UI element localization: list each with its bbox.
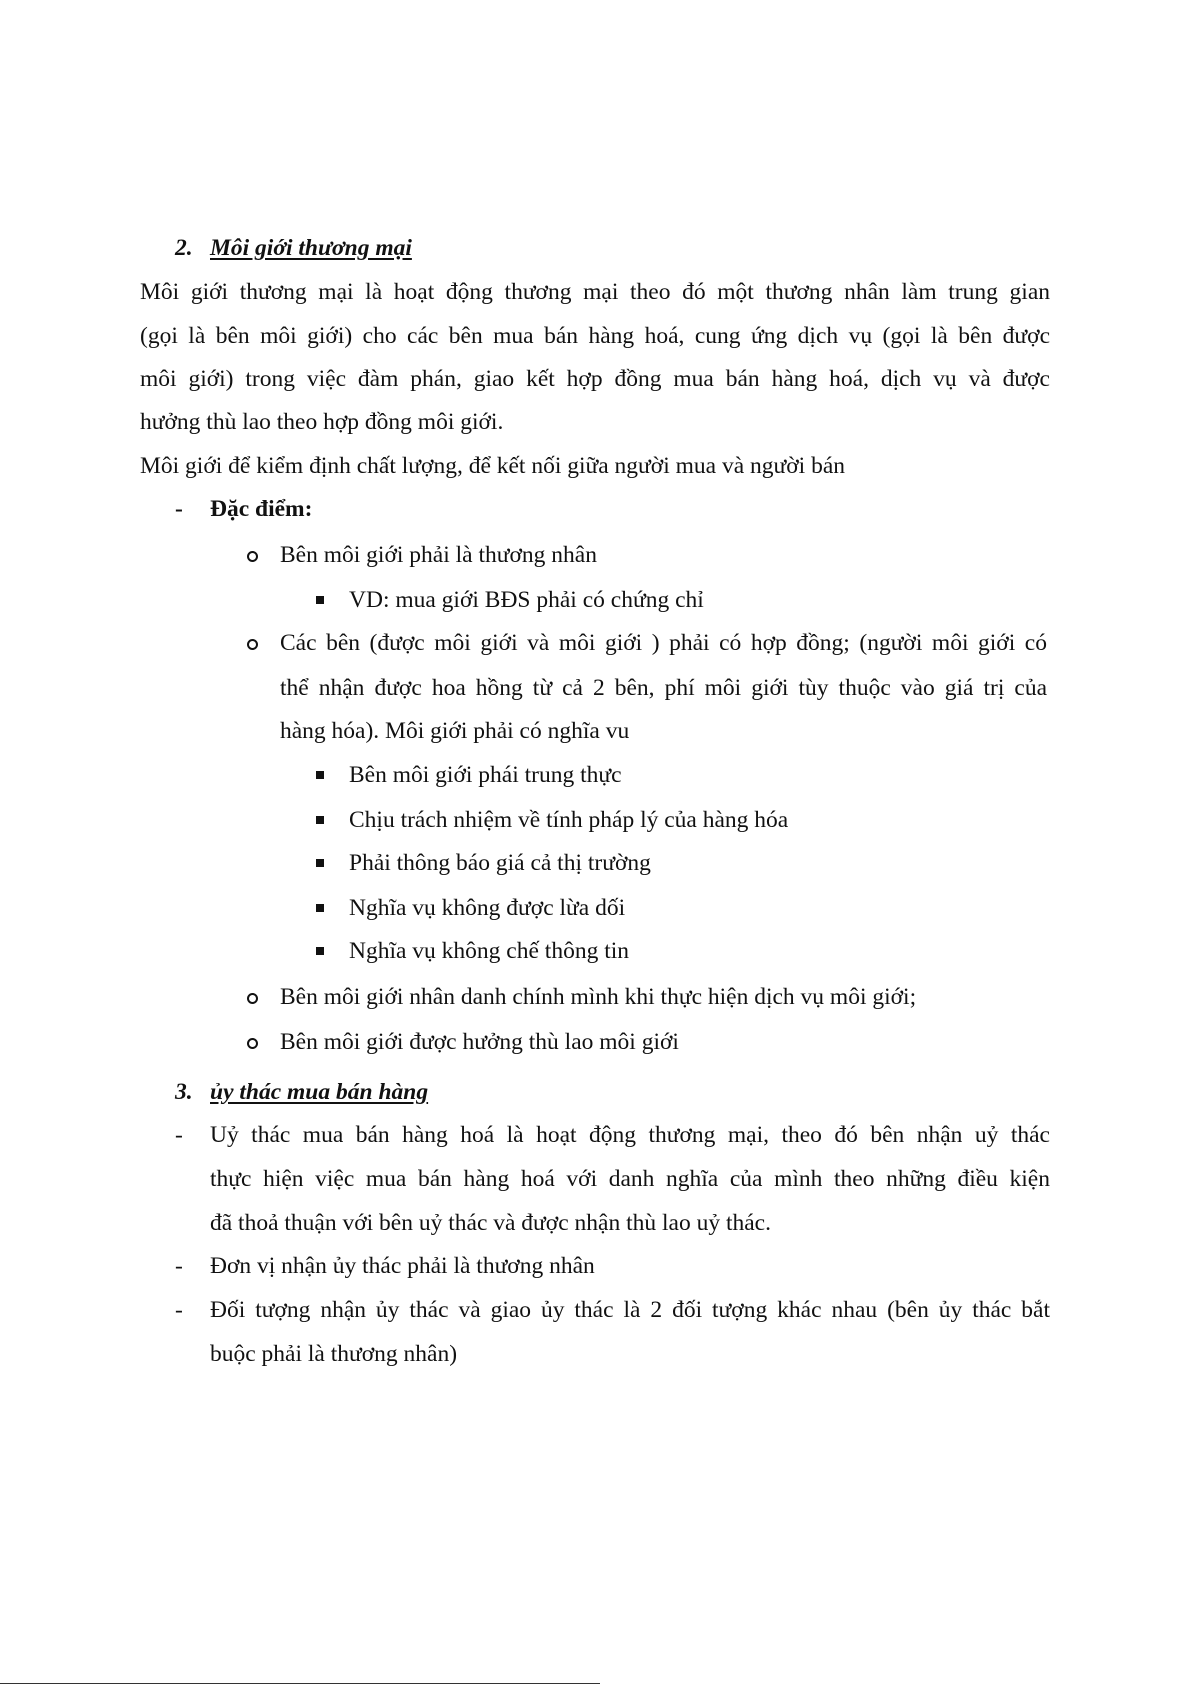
feature-2-line-3: hàng hóa). Môi giới phải có nghĩa vu	[280, 718, 630, 744]
section-3-item	[175, 1251, 1050, 1281]
features-label: Đặc điểm:	[210, 496, 313, 522]
feature-item	[247, 540, 1047, 570]
definition-line-3: môi giới) trong việc đàm phán, giao kết hợp đồng mua bán hàng hoá, dịch vụ và được	[140, 366, 1050, 392]
definition-line-4: hưởng thù lao theo hợp đồng môi giới.	[140, 409, 504, 435]
circle-bullet-icon	[247, 551, 258, 562]
section-2-number: 2.	[175, 235, 193, 261]
section-3-number: 3.	[175, 1079, 193, 1105]
dash-marker: -	[175, 1122, 183, 1148]
square-bullet-icon	[316, 859, 324, 867]
section-3-item	[175, 1295, 1050, 1325]
section-3-item-3-line-2: buộc phải là thương nhân)	[210, 1341, 458, 1367]
feature-3-text: Bên môi giới nhân danh chính mình khi thực hiện dịch vụ môi giới;	[280, 984, 917, 1010]
section-3-title: ủy thác mua bán hàng	[210, 1079, 429, 1105]
circle-bullet-icon	[247, 993, 258, 1004]
feature-item	[247, 1027, 1047, 1057]
obligation-item	[316, 893, 1016, 923]
feature-1-text: Bên môi giới phải là thương nhân	[280, 542, 597, 568]
square-bullet-icon	[316, 596, 324, 604]
feature-4-text: Bên môi giới được hưởng thù lao môi giới	[280, 1029, 679, 1055]
square-bullet-icon	[316, 771, 324, 779]
obligation-item	[316, 936, 1016, 966]
purpose-line: Môi giới để kiểm định chất lượng, để kết nối giữa người mua và người bán	[140, 453, 846, 479]
section-3-item	[175, 1120, 1050, 1150]
obligation-item	[316, 805, 1016, 835]
obligation-item	[316, 760, 1016, 790]
section-3-item-1-line-2: thực hiện việc mua bán hàng hoá với danh nghĩa của mình theo những điều kiện	[210, 1166, 1050, 1192]
square-bullet-icon	[316, 816, 324, 824]
section-3-item-2-text: Đơn vị nhận ủy thác phải là thương nhân	[210, 1253, 595, 1279]
section-2-heading	[175, 233, 775, 263]
obligation-text: Nghĩa vụ không được lừa dối	[349, 895, 626, 921]
features-heading	[175, 494, 313, 524]
obligation-text: Nghĩa vụ không chế thông tin	[349, 938, 630, 964]
feature-2-line-1: Các bên (được môi giới và môi giới ) phải có hợp đồng; (người môi giới có	[280, 630, 1047, 656]
square-bullet-icon	[316, 904, 324, 912]
dash-marker: -	[175, 496, 183, 522]
circle-bullet-icon	[247, 639, 258, 650]
page-bottom-rule	[0, 1683, 600, 1684]
section-2-title: Môi giới thương mại	[210, 235, 412, 261]
dash-marker: -	[175, 1253, 183, 1279]
obligation-text: Bên môi giới phái trung thực	[349, 762, 622, 788]
feature-item	[247, 982, 1047, 1012]
dash-marker: -	[175, 1297, 183, 1323]
square-bullet-icon	[316, 947, 324, 955]
section-3-item-1-line-1: Uỷ thác mua bán hàng hoá là hoạt động thương mại, theo đó bên nhận uỷ thác	[210, 1122, 1050, 1148]
feature-item	[247, 628, 1047, 658]
section-3-heading	[175, 1077, 775, 1107]
obligation-item	[316, 848, 1016, 878]
definition-line-2: (gọi là bên môi giới) cho các bên mua bán hàng hoá, cung ứng dịch vụ (gọi là bên được	[140, 323, 1050, 349]
obligation-text: Chịu trách nhiệm về tính pháp lý của hàng hóa	[349, 807, 789, 833]
feature-2-line-2: thể nhận được hoa hồng từ cả 2 bên, phí môi giới tùy thuộc vào giá trị của	[280, 675, 1047, 701]
section-3-item-3-line-1: Đối tượng nhận ủy thác và giao ủy thác là 2 đối tượng khác nhau (bên ủy thác bắt	[210, 1297, 1050, 1323]
definition-line-1: Môi giới thương mại là hoạt động thương mại theo đó một thương nhân làm trung gian	[140, 279, 1050, 305]
feature-subitem	[316, 585, 1016, 615]
obligation-text: Phải thông báo giá cả thị trường	[349, 850, 651, 876]
section-3-item-1-line-3: đã thoả thuận với bên uỷ thác và được nhận thù lao uỷ thác.	[210, 1210, 771, 1236]
feature-1-example: VD: mua giới BĐS phải có chứng chỉ	[349, 587, 704, 613]
circle-bullet-icon	[247, 1038, 258, 1049]
